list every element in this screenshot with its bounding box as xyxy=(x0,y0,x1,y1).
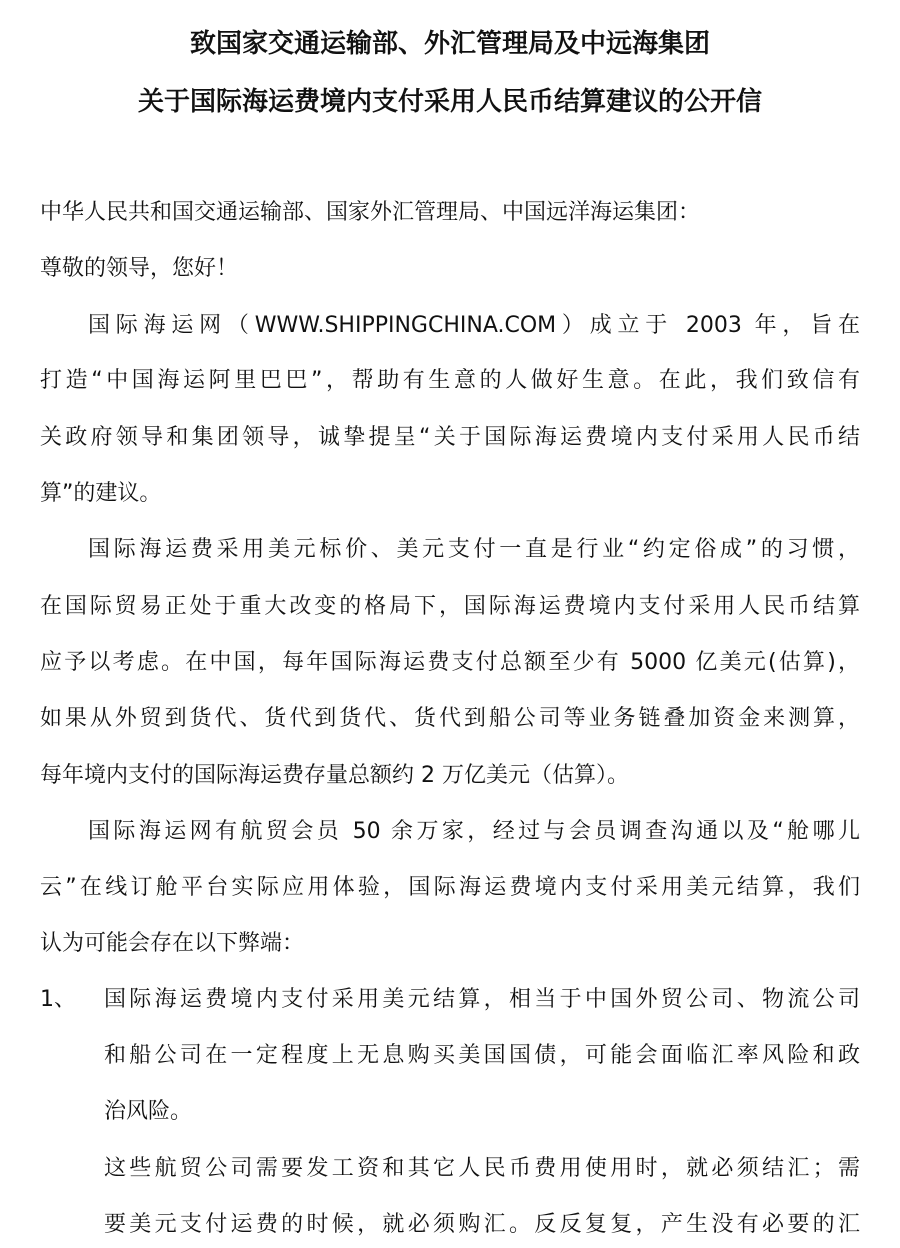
paragraph-3-line: 认为可能会存在以下弊端： xyxy=(40,931,305,956)
recipients-line: 中华人民共和国交通运输部、国家外汇管理局、中国远洋海运集团： xyxy=(40,200,701,225)
paragraph-3-line: 云”在线订舱平台实际应用体验，国际海运费境内支付采用美元结算，我们 xyxy=(40,875,860,900)
greeting-line: 尊敬的领导，您好！ xyxy=(40,256,239,281)
letter-title-line-2: 关于国际海运费境内支付采用人民币结算建议的公开信 xyxy=(137,87,762,117)
paragraph-3-line: 国际海运网有航贸会员 50 余万家，经过与会员调查沟通以及“舱哪儿 xyxy=(88,819,860,844)
letter-title-line-1: 致国家交通运输部、外汇管理局及中远海集团 xyxy=(189,29,710,59)
paragraph-2-line: 国际海运费采用美元标价、美元支付一直是行业“约定俗成”的习惯， xyxy=(88,537,860,562)
paragraph-1-line: 算”的建议。 xyxy=(40,481,162,506)
paragraph-2-line: 每年境内支付的国际海运费存量总额约 2 万亿美元（估算）。 xyxy=(40,763,629,788)
paragraph-1-line: 国际海运网（WWW.SHIPPINGCHINA.COM）成立于 2003 年，旨在 xyxy=(88,313,860,338)
list-item-continuation-line: 要美元支付运费的时候，就必须购汇。反反复复，产生没有必要的汇 xyxy=(104,1212,860,1237)
list-item-line: 国际海运费境内支付采用美元结算，相当于中国外贸公司、物流公司 xyxy=(104,987,860,1012)
paragraph-2-line: 如果从外贸到货代、货代到货代、货代到船公司等业务链叠加资金来测算， xyxy=(40,706,860,731)
paragraph-1-line: 打造“中国海运阿里巴巴”，帮助有生意的人做好生意。在此，我们致信有 xyxy=(40,368,860,393)
paragraph-2-line: 应予以考虑。在中国，每年国际海运费支付总额至少有 5000 亿美元(估算)， xyxy=(40,650,860,675)
list-item-line: 治风险。 xyxy=(104,1099,193,1124)
paragraph-1-line: 关政府领导和集团领导，诚挚提呈“关于国际海运费境内支付采用人民币结 xyxy=(40,425,860,450)
list-item-line: 和船公司在一定程度上无息购买美国国债，可能会面临汇率风险和政 xyxy=(104,1043,860,1068)
paragraph-2-line: 在国际贸易正处于重大改变的格局下，国际海运费境内支付采用人民币结算 xyxy=(40,594,860,619)
list-item-number: 1、 xyxy=(40,987,76,1012)
list-item-continuation-line: 这些航贸公司需要发工资和其它人民币费用使用时，就必须结汇；需 xyxy=(104,1156,860,1181)
